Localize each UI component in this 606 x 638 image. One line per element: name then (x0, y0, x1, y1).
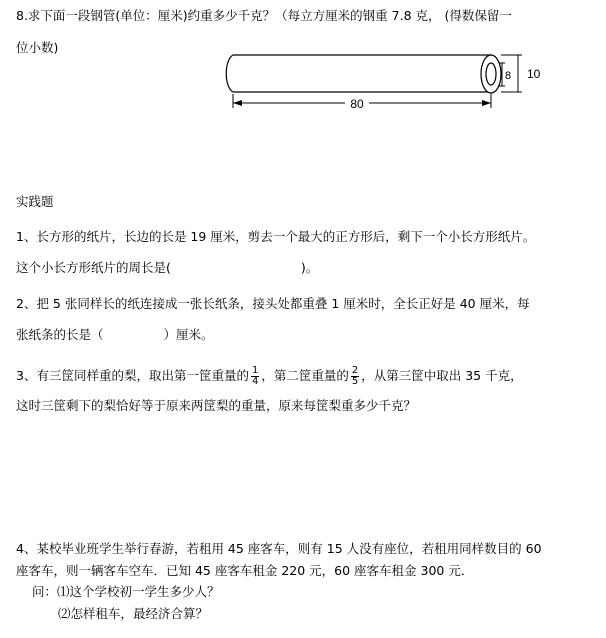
pipe-inner-ring (486, 63, 496, 85)
q2-line2-a: 张纸条的长是（ (16, 327, 104, 342)
length-label: 80 (350, 97, 364, 111)
q3-part-b: ，第二筐重量的 (261, 368, 349, 383)
fraction-one-quarter (251, 366, 259, 387)
pipe-left-end (226, 55, 233, 92)
q1-line2 (16, 260, 318, 276)
frac2-numerator: 2 (351, 365, 359, 376)
q3-part-c: ，从第三筐中取出 35 千克， (361, 368, 523, 383)
q2-line1: 2、把 5 张同样长的纸连接成一张长纸条，接头处都重叠 1 厘米时，全长正好是 40 厘米，每 (16, 296, 530, 311)
q3-line2: 这时三筐剩下的梨恰好等于原来两筐梨的重量，原来每筐梨重多少千克？ (16, 398, 417, 413)
fraction-two-fifths (351, 366, 359, 387)
q1-line2-a: 这个小长方形纸片的周长是( (16, 260, 171, 275)
q1-line2-b: )。 (300, 260, 319, 275)
frac1-numerator: 1 (251, 365, 259, 376)
q2-line2-b: ）厘米。 (163, 327, 214, 342)
q4-line2: 座客车，则一辆客车空车．已知 45 座客车租金 220 元，60 座客车租金 300 元． (16, 563, 474, 578)
section-title: 实践题 (16, 194, 54, 209)
q3-line1 (16, 362, 523, 390)
q2-line2 (16, 327, 214, 343)
outer-diameter-label: 10 (527, 67, 541, 81)
length-arrow-right (482, 100, 491, 106)
problem8-line2: 位小数) (16, 40, 59, 55)
length-arrow-left (233, 100, 242, 106)
problem8-line1: 8.求下面一段钢管(单位：厘米)约重多少千克？（每立方厘米的钢重 7.8 克， (得数保留一 (16, 8, 512, 23)
frac2-denominator: 5 (351, 376, 359, 387)
q4-line1: 4、某校毕业班学生举行春游，若租用 45 座客车，则有 15 人没有座位，若租用同样数目的 60 (16, 541, 542, 556)
q4-line4: ⑵怎样租车，最经济合算？ (58, 606, 209, 621)
q1-line1: 1、长方形的纸片，长边的长是 19 厘米，剪去一个最大的正方形后，剩下一个小长方形纸片。 (16, 229, 536, 244)
inner-diameter-label: 8 (505, 70, 512, 82)
q3-part-a: 3、有三筐同样重的梨，取出第一筐重量的 (16, 368, 249, 383)
frac1-denominator: 4 (251, 376, 259, 387)
q4-line3: 问：⑴这个学校初一学生多少人？ (32, 584, 220, 599)
